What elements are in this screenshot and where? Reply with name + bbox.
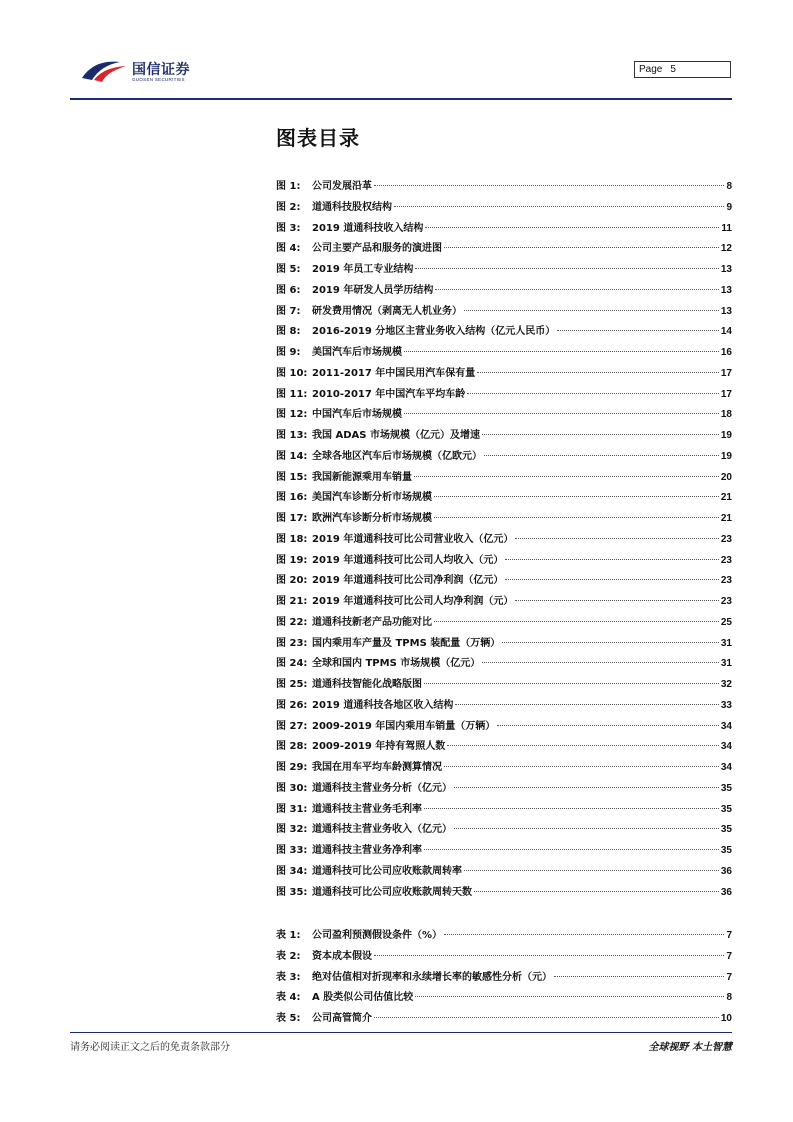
entry-title: 全球各地区汽车后市场规模（亿欧元）: [312, 450, 482, 462]
dot-leader: [444, 934, 724, 935]
entry-page-number: 36: [720, 886, 732, 898]
entry-number: 图 35:: [276, 886, 308, 898]
entry-number: 图 25:: [276, 679, 308, 690]
figure-entry[interactable]: [276, 841, 732, 862]
entry-number: 图 30:: [276, 782, 308, 794]
entry-number: 图 33:: [276, 845, 308, 856]
dot-leader: [444, 766, 719, 767]
page-label: Page: [639, 64, 663, 75]
entry-title: 我国 ADAS 市场规模（亿元）及增速: [312, 430, 480, 441]
figure-entry[interactable]: [276, 281, 732, 302]
entry-page-number: 36: [720, 865, 732, 877]
dot-leader: [502, 642, 719, 643]
entry-page-number: 21: [720, 513, 732, 524]
entry-page-number: 7: [726, 971, 732, 983]
dot-leader: [447, 745, 719, 746]
dot-leader: [434, 621, 719, 622]
entry-page-number: 23: [720, 554, 732, 566]
entry-title: 美国汽车后市场规模: [312, 347, 402, 358]
entry-number: 图 3:: [276, 222, 301, 234]
entry-number: 图 15:: [276, 471, 308, 483]
figure-entry[interactable]: [276, 737, 732, 758]
entry-number: 图 21:: [276, 596, 308, 607]
entry-title: 2019 年道通科技可比公司净利润（亿元）: [312, 575, 504, 587]
entry-title: 公司主要产品和服务的演进图: [312, 243, 442, 255]
figure-entry[interactable]: [276, 654, 732, 675]
entry-number: 图 31:: [276, 803, 308, 815]
entry-number: 表 4:: [276, 992, 301, 1004]
dot-leader: [444, 247, 719, 248]
entry-page-number: 19: [720, 450, 732, 462]
figure-entry[interactable]: [276, 613, 732, 634]
figure-entry[interactable]: [276, 219, 732, 240]
entry-title: 我国在用车平均车龄测算情况: [312, 762, 442, 773]
entry-number: 图 27:: [276, 720, 308, 732]
entry-title: 公司盈利预测假设条件（%）: [312, 930, 443, 941]
entry-page-number: 8: [726, 992, 732, 1004]
dot-leader: [474, 891, 719, 892]
dot-leader: [374, 185, 724, 186]
dot-leader: [484, 455, 719, 456]
figure-entry[interactable]: [276, 364, 732, 385]
entry-number: 图 26:: [276, 699, 308, 711]
entry-page-number: 34: [720, 762, 732, 773]
page-number: 5: [670, 64, 676, 75]
entry-page-number: 33: [720, 699, 732, 711]
entry-number: 图 14:: [276, 450, 308, 462]
entry-page-number: 35: [720, 845, 732, 856]
dot-leader: [415, 268, 719, 269]
entry-page-number: 7: [726, 930, 732, 941]
entry-number: 表 5:: [276, 1013, 301, 1024]
entry-title: 2019 道通科技各地区收入结构: [312, 699, 454, 711]
entry-page-number: 12: [720, 243, 732, 255]
entry-number: 图 1:: [276, 181, 301, 192]
entry-page-number: 9: [726, 201, 732, 213]
entry-title: 道通科技主营业务分析（亿元）: [312, 782, 452, 794]
entry-title: 道通科技智能化战略版图: [312, 679, 422, 690]
entry-number: 图 23:: [276, 637, 308, 649]
figure-entry[interactable]: [276, 571, 732, 592]
entry-page-number: 31: [720, 637, 732, 649]
dot-leader: [505, 579, 719, 580]
footer-disclaimer: 请务必阅读正文之后的免责条款部分: [70, 1042, 230, 1053]
table-entry[interactable]: [276, 988, 732, 1009]
entry-title: 2010-2017 年中国汽车平均车龄: [312, 388, 466, 400]
entry-title: 2019 年道通科技可比公司人均净利润（元）: [312, 596, 514, 607]
dot-leader: [425, 227, 719, 228]
dot-leader: [554, 976, 724, 977]
entry-title: 国内乘用车产量及 TPMS 装配量（万辆）: [312, 637, 501, 649]
figure-entry[interactable]: [276, 302, 732, 323]
entry-page-number: 8: [726, 181, 732, 192]
dot-leader: [464, 310, 719, 311]
entry-number: 图 11:: [276, 388, 308, 400]
logo-chinese-name: 国信证券: [132, 62, 190, 78]
figure-entry[interactable]: [276, 239, 732, 260]
entry-number: 图 4:: [276, 243, 301, 255]
entry-number: 图 34:: [276, 865, 308, 877]
footer-slogan: 全球视野 本土智慧: [648, 1042, 732, 1053]
figure-entry[interactable]: [276, 177, 732, 198]
entry-number: 图 19:: [276, 554, 308, 566]
entry-title: 道通科技主营业务收入（亿元）: [312, 824, 452, 836]
entry-title: 道通科技股权结构: [312, 201, 392, 213]
dot-leader: [455, 704, 719, 705]
entry-title: 道通科技新老产品功能对比: [312, 616, 432, 628]
entry-page-number: 20: [720, 471, 732, 483]
figure-entry[interactable]: [276, 468, 732, 489]
entry-title: 公司发展沿革: [312, 181, 372, 192]
figure-entry[interactable]: [276, 260, 732, 281]
entry-page-number: 11: [721, 222, 732, 234]
figure-entry[interactable]: [276, 426, 732, 447]
entry-title: 2009-2019 年持有驾照人数: [312, 741, 446, 753]
entry-title: 道通科技可比公司应收账款周转率: [312, 865, 462, 877]
entry-title: 2016-2019 分地区主营业务收入结构（亿元人民币）: [312, 326, 556, 338]
figure-entry[interactable]: [276, 509, 732, 530]
entry-number: 图 20:: [276, 575, 308, 587]
dot-leader: [454, 787, 719, 788]
dot-leader: [424, 808, 719, 809]
figure-entry[interactable]: [276, 883, 732, 904]
entry-page-number: 23: [720, 533, 732, 545]
entry-number: 图 5:: [276, 264, 301, 275]
table-entry[interactable]: [276, 1009, 732, 1030]
entry-page-number: 32: [720, 679, 732, 690]
figure-entry[interactable]: [276, 820, 732, 841]
entry-number: 图 18:: [276, 533, 308, 545]
entry-title: 2019 年道通科技可比公司营业收入（亿元）: [312, 533, 514, 545]
figure-entry[interactable]: [276, 634, 732, 655]
dot-leader: [424, 849, 719, 850]
entry-title: 资本成本假设: [312, 950, 372, 962]
dot-leader: [374, 1017, 719, 1018]
entry-title: 中国汽车后市场规模: [312, 409, 402, 421]
entry-number: 图 24:: [276, 658, 308, 670]
dot-leader: [434, 496, 719, 497]
entry-title: 全球和国内 TPMS 市场规模（亿元）: [312, 658, 481, 670]
dot-leader: [454, 828, 719, 829]
entry-page-number: 17: [720, 367, 732, 379]
dot-leader: [477, 372, 719, 373]
dot-leader: [515, 600, 719, 601]
figure-entry[interactable]: [276, 322, 732, 343]
dot-leader: [515, 538, 719, 539]
entry-number: 图 7:: [276, 305, 301, 317]
entry-title: 研发费用情况（剥离无人机业务）: [312, 305, 462, 317]
dot-leader: [414, 476, 719, 477]
entry-title: 2019 年员工专业结构: [312, 264, 414, 275]
entry-page-number: 34: [720, 741, 732, 753]
table-entry[interactable]: [276, 926, 732, 947]
header-divider: [70, 98, 732, 100]
entry-title: 公司高管简介: [312, 1013, 372, 1024]
figure-entry[interactable]: [276, 488, 732, 509]
entry-number: 图 9:: [276, 347, 301, 358]
dot-leader: [435, 289, 719, 290]
logo-english-name: GUOSEN SECURITIES: [132, 77, 185, 82]
entry-page-number: 34: [720, 720, 732, 732]
entry-page-number: 13: [720, 264, 732, 275]
entry-title: 道通科技主营业务毛利率: [312, 803, 422, 815]
entry-title: 欧洲汽车诊断分析市场规模: [312, 513, 432, 524]
entry-number: 表 2:: [276, 950, 301, 962]
entry-page-number: 7: [726, 950, 732, 962]
figure-entry[interactable]: [276, 592, 732, 613]
entry-page-number: 35: [720, 782, 732, 794]
page-indicator: [634, 61, 731, 78]
figure-entry[interactable]: [276, 447, 732, 468]
dot-leader: [404, 351, 719, 352]
entry-title: A 股类似公司估值比较: [312, 992, 414, 1004]
entry-number: 图 17:: [276, 513, 308, 524]
dot-leader: [415, 996, 724, 997]
dot-leader: [557, 330, 719, 331]
figure-entry[interactable]: [276, 800, 732, 821]
entry-number: 图 32:: [276, 824, 308, 836]
entry-number: 图 10:: [276, 367, 308, 379]
entry-title: 2009-2019 年国内乘用车销量（万辆）: [312, 720, 496, 732]
figure-entry[interactable]: [276, 385, 732, 406]
entry-number: 图 2:: [276, 201, 301, 213]
dot-leader: [482, 434, 719, 435]
entry-title: 2019 年研发人员学历结构: [312, 284, 434, 296]
entry-number: 表 3:: [276, 971, 301, 983]
entry-page-number: 35: [720, 824, 732, 836]
figure-entry[interactable]: [276, 696, 732, 717]
entry-page-number: 23: [720, 596, 732, 607]
entry-page-number: 13: [720, 305, 732, 317]
entry-page-number: 14: [720, 326, 732, 338]
figure-entry[interactable]: [276, 675, 732, 696]
dot-leader: [505, 559, 719, 560]
entry-page-number: 10: [720, 1013, 732, 1024]
footer-divider: [70, 1032, 732, 1033]
entry-number: 图 13:: [276, 430, 308, 441]
entry-page-number: 17: [720, 388, 732, 400]
entry-number: 图 12:: [276, 409, 308, 421]
entry-number: 图 29:: [276, 762, 308, 773]
figure-entry[interactable]: [276, 343, 732, 364]
page-title: 图表目录: [276, 126, 360, 150]
entry-title: 道通科技可比公司应收账款周转天数: [312, 886, 472, 898]
dot-leader: [497, 725, 719, 726]
dot-leader: [394, 206, 724, 207]
figure-entry[interactable]: [276, 758, 732, 779]
figure-entry[interactable]: [276, 717, 732, 738]
figure-entry[interactable]: [276, 862, 732, 883]
entry-title: 2019 年道通科技可比公司人均收入（元）: [312, 554, 504, 566]
entry-title: 绝对估值相对折现率和永续增长率的敏感性分析（元）: [312, 971, 552, 983]
entry-title: 我国新能源乘用车销量: [312, 471, 412, 483]
entry-number: 图 8:: [276, 326, 301, 338]
table-entry[interactable]: [276, 947, 732, 968]
entry-title: 美国汽车诊断分析市场规模: [312, 492, 432, 504]
table-entry[interactable]: [276, 968, 732, 989]
entry-page-number: 31: [720, 658, 732, 670]
figure-list: [276, 177, 732, 903]
entry-page-number: 21: [720, 492, 732, 504]
dot-leader: [482, 662, 719, 663]
entry-title: 2019 道通科技收入结构: [312, 222, 424, 234]
table-list: [276, 926, 732, 1030]
figure-entry[interactable]: [276, 779, 732, 800]
entry-number: 图 22:: [276, 616, 308, 628]
entry-page-number: 25: [720, 616, 732, 628]
figure-entry[interactable]: [276, 198, 732, 219]
dot-leader: [434, 517, 719, 518]
entry-page-number: 35: [720, 803, 732, 815]
figure-entry[interactable]: [276, 405, 732, 426]
entry-number: 表 1:: [276, 930, 301, 941]
entry-number: 图 16:: [276, 492, 308, 504]
entry-title: 道通科技主营业务净利率: [312, 845, 422, 856]
entry-title: 2011-2017 年中国民用汽车保有量: [312, 367, 476, 379]
figure-entry[interactable]: [276, 530, 732, 551]
logo-mark-icon: [80, 58, 128, 84]
entry-page-number: 18: [720, 409, 732, 421]
entry-number: 图 28:: [276, 741, 308, 753]
entry-number: 图 6:: [276, 284, 301, 296]
dot-leader: [424, 683, 719, 684]
figure-entry[interactable]: [276, 551, 732, 572]
dot-leader: [404, 413, 719, 414]
entry-page-number: 16: [720, 347, 732, 358]
dot-leader: [467, 393, 719, 394]
dot-leader: [464, 870, 719, 871]
entry-page-number: 23: [720, 575, 732, 587]
entry-page-number: 19: [720, 430, 732, 441]
entry-page-number: 13: [720, 284, 732, 296]
dot-leader: [374, 955, 724, 956]
company-logo: [80, 56, 210, 86]
